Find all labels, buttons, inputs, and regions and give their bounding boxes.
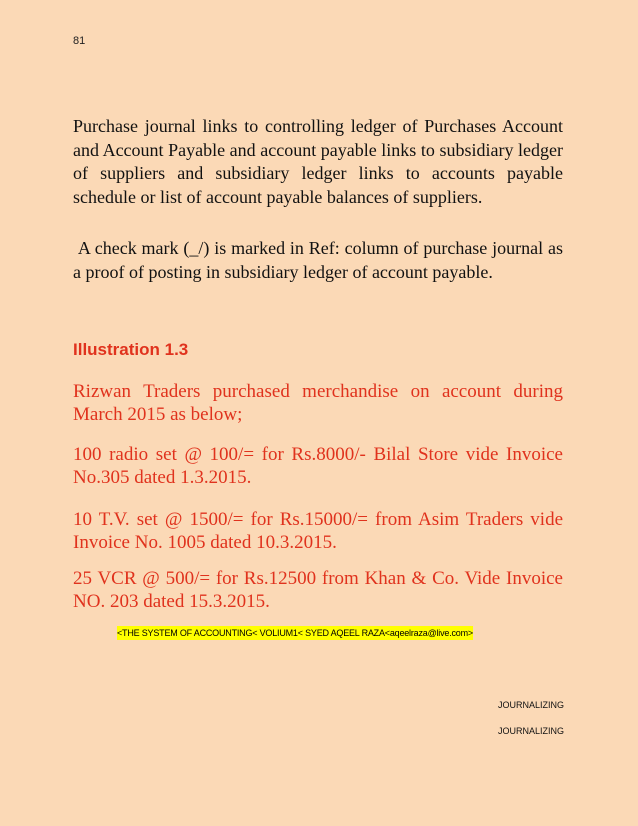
page-number: 81: [73, 35, 86, 47]
illustration-item-2: 10 T.V. set @ 1500/= for Rs.15000/= from Asim Traders vide Invoice No. 1005 dated 10.3.2015.: [73, 509, 563, 553]
body-paragraph-2: A check mark (_/) is marked in Ref: column of purchase journal as a proof of posting in subsidiary ledger of account payable.: [73, 238, 563, 282]
illustration-intro: Rizwan Traders purchased merchandise on account during March 2015 as below;: [73, 381, 563, 425]
running-head-2: JOURNALIZING: [497, 726, 564, 736]
illustration-heading: Illustration 1.3: [73, 340, 189, 359]
footer-highlight-band: <THE SYSTEM OF ACCOUNTING< VOLIUM1< SYED AQEEL RAZA<aqeelraza@live.com>: [117, 628, 473, 638]
body-paragraph-1: Purchase journal links to controlling ledger of Purchases Account and Account Payable and account payable links to subsidiary ledger of suppliers and subsidiary ledger links to accounts payable schedule or list of account payable balances of suppliers.: [73, 116, 563, 207]
running-head-1: JOURNALIZING: [497, 700, 564, 710]
illustration-item-3: 25 VCR @ 500/= for Rs.12500 from Khan & Co. Vide Invoice NO. 203 dated 15.3.2015.: [73, 568, 563, 612]
illustration-item-1: 100 radio set @ 100/= for Rs.8000/- Bilal Store vide Invoice No.305 dated 1.3.2015.: [73, 444, 563, 488]
